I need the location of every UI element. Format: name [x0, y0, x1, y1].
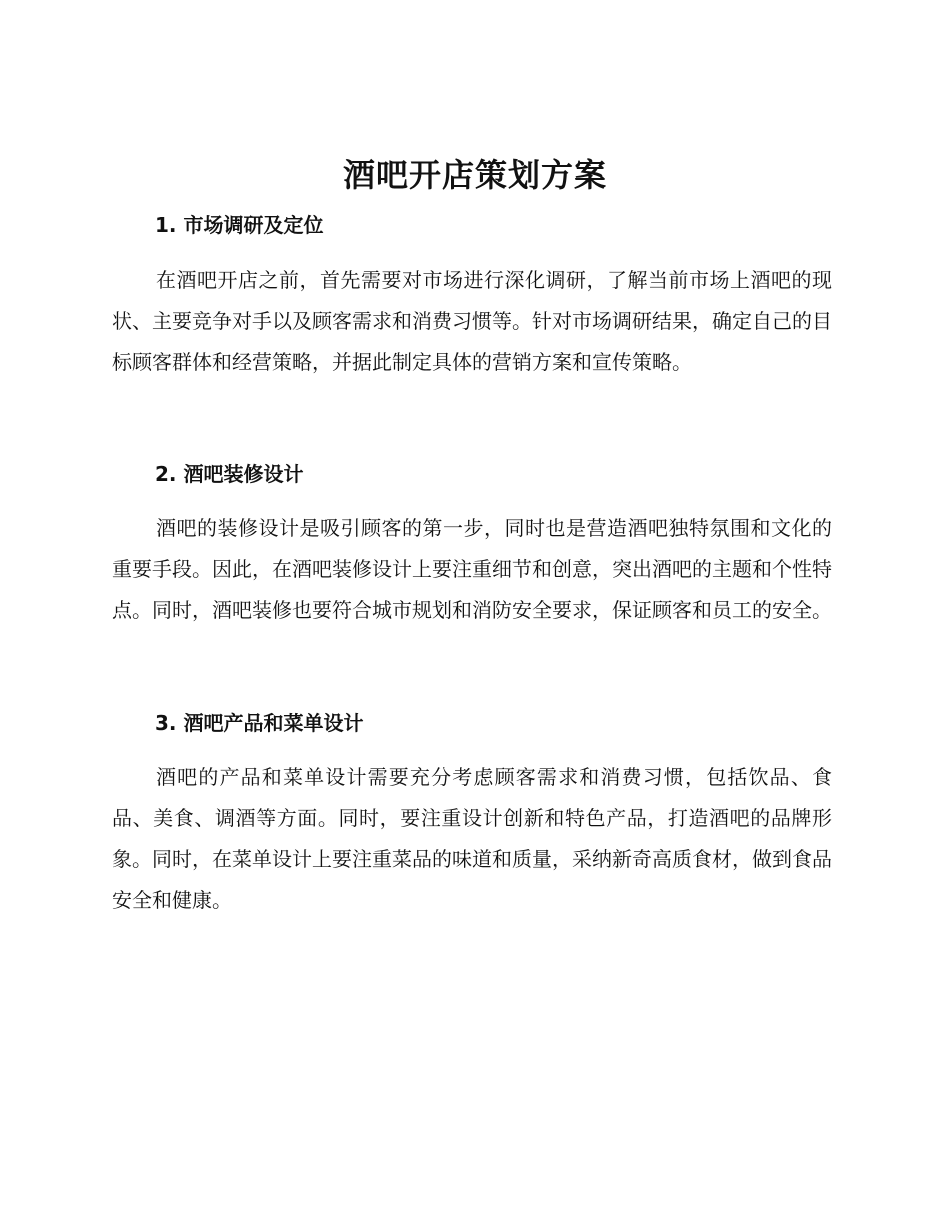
section-heading-menu-design: 3. 酒吧产品和菜单设计 [155, 711, 364, 735]
section-heading-market-research: 1. 市场调研及定位 [155, 213, 324, 237]
section-body-market-research: 在酒吧开店之前，首先需要对市场进行深化调研，了解当前市场上酒吧的现状、主要竞争对手以及顾客需求和消费习惯等。针对市场调研结果，确定自己的目标顾客群体和经营策略，并据此制定具体的营销方案和宣传策略。 [112, 268, 832, 374]
section-body-menu-design: 酒吧的产品和菜单设计需要充分考虑顾客需求和消费习惯，包括饮品、食品、美食、调酒等方面。同时，要注重设计创新和特色产品，打造酒吧的品牌形象。同时，在菜单设计上要注重菜品的味道和质量，采纳新奇高质食材，做到食品安全和健康。 [112, 765, 832, 912]
section-body-decoration-design: 酒吧的装修设计是吸引顾客的第一步，同时也是营造酒吧独特氛围和文化的重要手段。因此，在酒吧装修设计上要注重细节和创意，突出酒吧的主题和个性特点。同时，酒吧装修也要符合城市规划和消防安全要求，保证顾客和员工的安全。 [112, 516, 832, 622]
section-heading-decoration-design: 2. 酒吧装修设计 [155, 462, 304, 486]
document-title: 酒吧开店策划方案 [342, 156, 607, 194]
